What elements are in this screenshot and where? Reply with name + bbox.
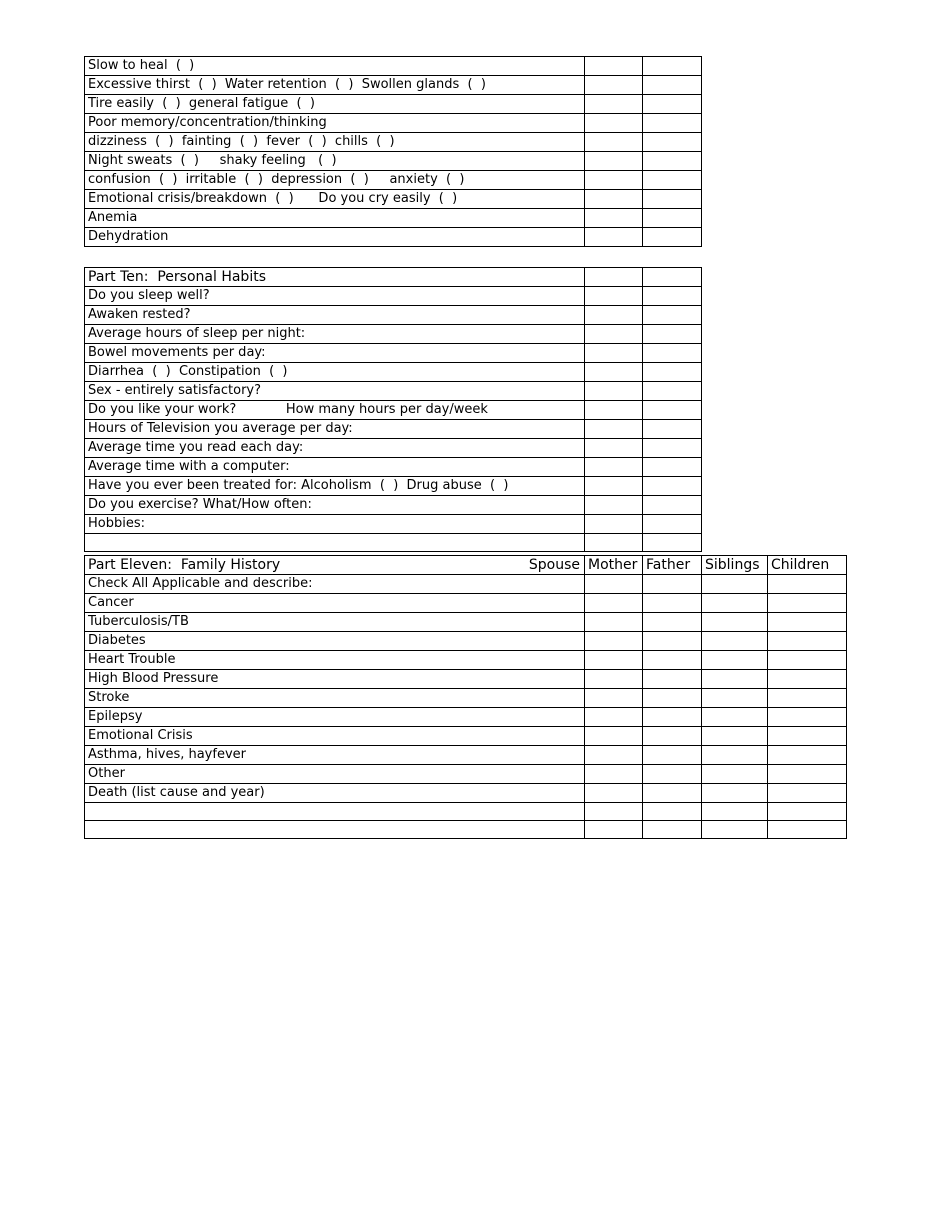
table-row [85,287,702,306]
table-row [85,401,702,420]
answer-cell[interactable] [702,784,768,803]
row-label: Hours of Television you average per day: [85,420,585,439]
table-row [85,382,702,401]
table-row [85,114,702,133]
row-label: Tire easily ( ) general fatigue ( ) [85,95,585,114]
row-label: Do you like your work? How many hours per day/week [85,401,585,420]
table-row [85,57,702,76]
answer-cell[interactable] [702,727,768,746]
row-label: Average time you read each day: [85,439,585,458]
row-label: Dehydration [85,228,585,247]
row-label: dizziness ( ) fainting ( ) fever ( ) chills ( ) [85,133,585,152]
answer-cell[interactable] [585,57,643,76]
row-label: Bowel movements per day: [85,344,585,363]
row-label: Asthma, hives, hayfever [85,746,585,765]
answer-cell[interactable] [585,76,643,95]
answer-cell[interactable] [768,727,847,746]
table-row [85,594,847,613]
answer-cell[interactable] [702,632,768,651]
answer-cell[interactable] [585,133,643,152]
row-label: Tuberculosis/TB [85,613,585,632]
table-row [85,306,702,325]
section-header-row [85,556,847,575]
table-row [85,821,847,839]
table-row [85,344,702,363]
answer-cell[interactable] [585,632,643,651]
answer-cell[interactable] [643,515,702,534]
row-label: Have you ever been treated for: Alcoholism ( ) Drug abuse ( ) [85,477,585,496]
table-row [85,575,847,594]
answer-cell[interactable] [643,420,702,439]
answer-cell[interactable] [585,765,643,784]
answer-cell[interactable] [643,152,702,171]
table-row [85,784,847,803]
answer-cell[interactable] [643,477,702,496]
answer-cell[interactable] [585,344,643,363]
answer-cell[interactable] [585,651,643,670]
answer-cell[interactable] [643,133,702,152]
answer-cell[interactable] [643,114,702,133]
answer-cell[interactable] [643,76,702,95]
answer-cell[interactable] [643,670,702,689]
answer-cell[interactable] [585,477,643,496]
table-row [85,228,702,247]
row-label: Do you sleep well? [85,287,585,306]
answer-cell[interactable] [768,784,847,803]
table-row [85,95,702,114]
answer-cell[interactable] [643,382,702,401]
answer-cell[interactable] [585,209,643,228]
row-label: Emotional crisis/breakdown ( ) Do you cry easily ( ) [85,190,585,209]
column-header-mother: Mother [585,556,643,575]
answer-cell[interactable] [702,765,768,784]
answer-cell[interactable] [585,534,643,552]
row-label: Average hours of sleep per night: [85,325,585,344]
table-row [85,651,847,670]
answer-cell[interactable] [768,689,847,708]
answer-cell[interactable] [585,784,643,803]
answer-cell[interactable] [702,670,768,689]
answer-cell[interactable] [585,401,643,420]
row-label: Night sweats ( ) shaky feeling ( ) [85,152,585,171]
answer-cell[interactable] [585,171,643,190]
row-label: High Blood Pressure [85,670,585,689]
answer-cell[interactable] [643,534,702,552]
answer-cell[interactable] [643,689,702,708]
table-row [85,765,847,784]
answer-cell[interactable] [702,708,768,727]
row-label: Do you exercise? What/How often: [85,496,585,515]
answer-cell[interactable] [585,496,643,515]
answer-cell[interactable] [768,765,847,784]
answer-cell[interactable] [768,746,847,765]
table-row [85,746,847,765]
table-row [85,190,702,209]
personal-habits-table [84,267,702,552]
answer-cell[interactable] [702,651,768,670]
answer-cell[interactable] [585,670,643,689]
column-header-spouse: Spouse [528,557,580,573]
answer-cell[interactable] [768,594,847,613]
row-label [85,821,585,839]
column-header-father: Father [643,556,702,575]
table-row [85,632,847,651]
family-history-table [84,555,847,839]
answer-cell[interactable] [585,268,643,287]
answer-cell[interactable] [643,344,702,363]
row-label [85,803,585,821]
section-title-cell [85,556,585,575]
answer-cell[interactable] [643,268,702,287]
symptoms-table [84,56,702,247]
answer-cell[interactable] [585,708,643,727]
table-row [85,670,847,689]
answer-cell[interactable] [585,420,643,439]
answer-cell[interactable] [643,95,702,114]
answer-cell[interactable] [643,727,702,746]
answer-cell[interactable] [643,458,702,477]
row-label: Poor memory/concentration/thinking [85,114,585,133]
answer-cell[interactable] [702,575,768,594]
table-row [85,152,702,171]
answer-cell[interactable] [643,575,702,594]
answer-cell[interactable] [643,209,702,228]
answer-cell[interactable] [643,190,702,209]
answer-cell[interactable] [768,651,847,670]
table-row [85,458,702,477]
row-label: Diabetes [85,632,585,651]
answer-cell[interactable] [643,613,702,632]
answer-cell[interactable] [702,613,768,632]
answer-cell[interactable] [585,439,643,458]
answer-cell[interactable] [702,594,768,613]
column-header-siblings: Siblings [702,556,768,575]
table-row [85,76,702,95]
answer-cell[interactable] [643,632,702,651]
row-label: Stroke [85,689,585,708]
answer-cell[interactable] [585,613,643,632]
row-label: Excessive thirst ( ) Water retention ( ) Swollen glands ( ) [85,76,585,95]
answer-cell[interactable] [643,651,702,670]
answer-cell[interactable] [768,575,847,594]
answer-cell[interactable] [643,746,702,765]
answer-cell[interactable] [643,306,702,325]
answer-cell[interactable] [643,765,702,784]
row-label: Slow to heal ( ) [85,57,585,76]
answer-cell[interactable] [768,670,847,689]
answer-cell[interactable] [585,458,643,477]
answer-cell[interactable] [643,325,702,344]
column-header-children: Children [768,556,847,575]
answer-cell[interactable] [768,708,847,727]
table-row [85,613,847,632]
answer-cell[interactable] [643,803,702,821]
answer-cell[interactable] [768,632,847,651]
answer-cell[interactable] [585,727,643,746]
answer-cell[interactable] [585,228,643,247]
table-row [85,325,702,344]
answer-cell[interactable] [643,228,702,247]
table-row [85,708,847,727]
answer-cell[interactable] [643,287,702,306]
answer-cell[interactable] [643,821,702,839]
answer-cell[interactable] [643,171,702,190]
table-row [85,171,702,190]
answer-cell[interactable] [702,746,768,765]
answer-cell[interactable] [643,496,702,515]
table-row [85,496,702,515]
table-row [85,727,847,746]
answer-cell[interactable] [702,821,768,839]
row-label: Other [85,765,585,784]
row-label: Anemia [85,209,585,228]
answer-cell[interactable] [585,306,643,325]
answer-cell[interactable] [702,689,768,708]
answer-cell[interactable] [585,515,643,534]
row-label [85,534,585,552]
row-label: Sex - entirely satisfactory? [85,382,585,401]
section-title: Part Eleven: Family History [88,557,281,573]
answer-cell[interactable] [643,784,702,803]
answer-cell[interactable] [585,689,643,708]
table-row [85,477,702,496]
answer-cell[interactable] [585,325,643,344]
row-label: Cancer [85,594,585,613]
answer-cell[interactable] [585,382,643,401]
section-header-row [85,268,702,287]
table-row [85,803,847,821]
row-label: Check All Applicable and describe: [85,575,585,594]
row-label: Epilepsy [85,708,585,727]
answer-cell[interactable] [585,803,643,821]
table-row [85,133,702,152]
row-label: Heart Trouble [85,651,585,670]
answer-cell[interactable] [643,708,702,727]
answer-cell[interactable] [702,803,768,821]
row-label: Diarrhea ( ) Constipation ( ) [85,363,585,382]
table-row [85,534,702,552]
table-row [85,420,702,439]
answer-cell[interactable] [643,57,702,76]
answer-cell[interactable] [585,363,643,382]
row-label: Hobbies: [85,515,585,534]
answer-cell[interactable] [643,594,702,613]
row-label: Awaken rested? [85,306,585,325]
answer-cell[interactable] [585,190,643,209]
answer-cell[interactable] [643,401,702,420]
answer-cell[interactable] [585,287,643,306]
answer-cell[interactable] [585,114,643,133]
answer-cell[interactable] [768,613,847,632]
answer-cell[interactable] [585,152,643,171]
answer-cell[interactable] [768,803,847,821]
table-row [85,439,702,458]
table-row [85,689,847,708]
answer-cell[interactable] [643,363,702,382]
row-label: confusion ( ) irritable ( ) depression ( ) anxiety ( ) [85,171,585,190]
section-title: Part Ten: Personal Habits [85,268,585,287]
answer-cell[interactable] [585,821,643,839]
table-row [85,515,702,534]
answer-cell[interactable] [643,439,702,458]
answer-cell[interactable] [585,746,643,765]
row-label: Emotional Crisis [85,727,585,746]
row-label: Death (list cause and year) [85,784,585,803]
row-label: Average time with a computer: [85,458,585,477]
answer-cell[interactable] [585,575,643,594]
answer-cell[interactable] [585,594,643,613]
answer-cell[interactable] [585,95,643,114]
answer-cell[interactable] [768,821,847,839]
table-row [85,363,702,382]
table-row [85,209,702,228]
